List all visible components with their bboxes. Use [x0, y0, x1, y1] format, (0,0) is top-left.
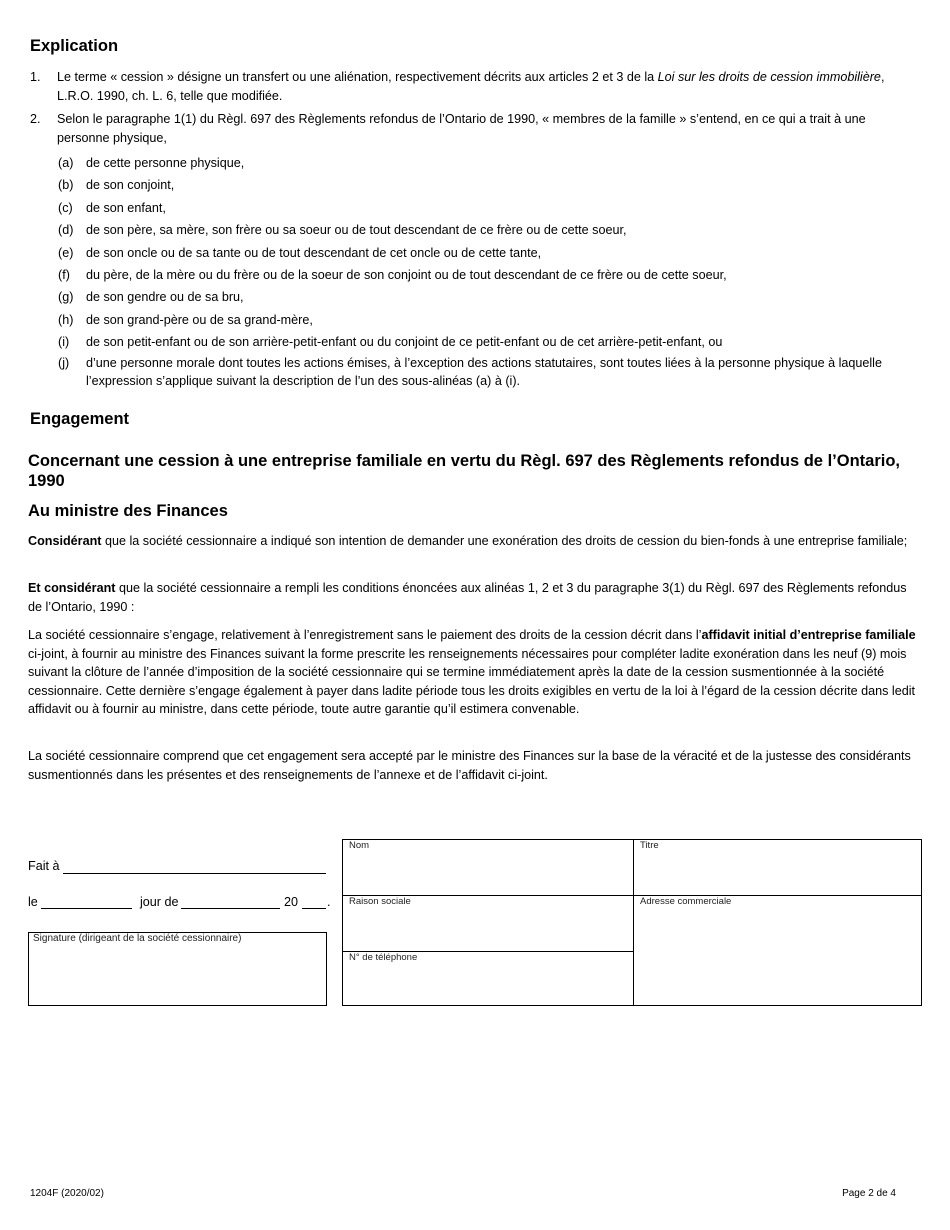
page-number: Page 2 de 4: [842, 1188, 896, 1199]
engagement-subtitle: Au ministre des Finances: [28, 502, 228, 520]
fait-a-field[interactable]: [63, 873, 326, 874]
item-text: [57, 68, 916, 105]
subitem-label: (a): [58, 156, 74, 170]
subitem-text: de son père, sa mère, son frère ou sa soeur ou de tout descendant de ce frère ou de cette soeur,: [86, 223, 627, 237]
form-code: 1204F (2020/02): [30, 1188, 104, 1199]
titre-label: Titre: [640, 840, 659, 851]
month-field[interactable]: [181, 908, 280, 909]
nom-label: Nom: [349, 840, 370, 851]
bold-term: Considérant: [28, 534, 102, 548]
item-number: 2.: [30, 112, 41, 126]
explication-heading: Explication: [30, 37, 119, 55]
subitem-text: de son gendre ou de sa bru,: [86, 290, 244, 304]
raison-sociale-label: Raison sociale: [349, 896, 411, 907]
paragraph-text: que la société cessionnaire a rempli les conditions énoncées aux alinéas 1, 2 et 3 du paragraphe 3(1) du Règl. 697 des Règlements refondus de l’Ontario, 1990 :: [28, 581, 907, 614]
subitem-text: de son enfant,: [86, 201, 166, 215]
subitem-text: de son oncle ou de sa tante ou de tout descendant de cet oncle ou de cette tante,: [86, 246, 542, 260]
subitem-label: (b): [58, 178, 74, 192]
titre-field[interactable]: [633, 839, 922, 896]
subitem-label: (h): [58, 313, 74, 327]
jour-de-label: jour de: [140, 895, 179, 909]
day-field[interactable]: [41, 908, 132, 909]
telephone-label: N° de téléphone: [349, 952, 418, 963]
year-prefix: 20: [284, 895, 299, 909]
item-text-part: Le terme « cession » désigne un transfert ou une aliénation, respectivement décrits aux articles 2 et 3 de la: [57, 70, 658, 84]
considerant-paragraph: [28, 532, 916, 551]
raison-sociale-field[interactable]: [342, 895, 634, 952]
engagement-paragraph: [28, 626, 916, 719]
et-considerant-paragraph: [28, 579, 916, 616]
paragraph-text: ci-joint, à fournir au ministre des Finances suivant la forme prescrite les renseignements nécessaires pour compléter ladite exonération dans les neuf (9) mois suivant la clôture de l’année d’imposition de la société cessionnaire qui se termine immédiatement après la date de la cession susmentionnée à la société cessionnaire. Cette dernière s’engage également à payer dans ladite période tous les droits exigibles en vertu de la loi à l’égard de la cession décrite dans ledit affidavit ou à fournir au ministre, dans cette période, toute autre garantie qu’il estimera convenable.: [28, 646, 915, 716]
paragraph-text: que la société cessionnaire a indiqué son intention de demander une exonération des droits de cession du bien-fonds à une entreprise familiale;: [101, 534, 908, 548]
item-number: 1.: [30, 70, 41, 84]
paragraph-text: La société cessionnaire s’engage, relativement à l’enregistrement sans le paiement des droits de la cession décrit dans l’: [28, 628, 702, 642]
subitem-label: (g): [58, 290, 74, 304]
subitem-label: (i): [58, 335, 70, 349]
fait-a-label: Fait à: [28, 859, 60, 873]
subitem-label: (d): [58, 223, 74, 237]
law-title: Loi sur les droits de cession immobilière: [657, 70, 881, 84]
engagement-heading: Engagement: [30, 410, 130, 428]
adresse-commerciale-field[interactable]: [633, 895, 922, 1006]
telephone-field[interactable]: [342, 951, 634, 1006]
subitem-text: de son conjoint,: [86, 178, 175, 192]
signature-box[interactable]: [28, 932, 327, 1006]
comprend-paragraph: La société cessionnaire comprend que cet engagement sera accepté par le ministre des Finances sur la base de la véracité et de la justesse des considérants susmentionnés dans les présentes et des renseignements de l’annexe et de l’affidavit ci-joint.: [28, 749, 911, 782]
item-text-part: , L.R.O. 1990, ch. L. 6, telle que modifiée.: [57, 70, 885, 103]
subitem-label: (f): [58, 268, 70, 282]
subitem-text: de cette personne physique,: [86, 156, 245, 170]
subitem-text: de son grand-père ou de sa grand-mère,: [86, 313, 313, 327]
item-text: Selon le paragraphe 1(1) du Règl. 697 des Règlements refondus de l’Ontario de 1990, « membres de la famille » s’entend, en ce qui a trait à une personne physique,: [57, 112, 866, 145]
adresse-label: Adresse commerciale: [640, 896, 732, 907]
bold-term: Et considérant: [28, 581, 116, 595]
nom-field[interactable]: [342, 839, 634, 896]
explication-item-2: [30, 110, 916, 148]
year-field[interactable]: [302, 908, 326, 909]
le-label: le: [28, 895, 38, 909]
engagement-title: Concernant une cession à une entreprise familiale en vertu du Règl. 697 des Règlements refondus de l’Ontario, 1990: [28, 452, 900, 490]
affidavit-term: affidavit initial d’entreprise familiale: [701, 628, 916, 642]
explication-item-1: [30, 68, 916, 106]
subitem-text: du père, de la mère ou du frère ou de la soeur de son conjoint ou de tout descendant de ce frère ou de cette soeur,: [86, 268, 727, 282]
signature-label: Signature (dirigeant de la société cessionnaire): [33, 933, 242, 944]
subitem-label: (j): [58, 356, 70, 370]
subitem-text: de son petit-enfant ou de son arrière-petit-enfant ou du conjoint de ce petit-enfant ou de cet arrière-petit-enfant, ou: [86, 335, 723, 349]
period: .: [327, 895, 331, 909]
subitem-label: (e): [58, 246, 74, 260]
subitem-label: (c): [58, 201, 73, 215]
subitem-text: d’une personne morale dont toutes les actions émises, à l’exception des actions statutaires, sont toutes liées à la personne physique à laquelle l’expression s’applique suivant la description de l’un des sous-alinéas (a) à (i).: [86, 356, 882, 388]
